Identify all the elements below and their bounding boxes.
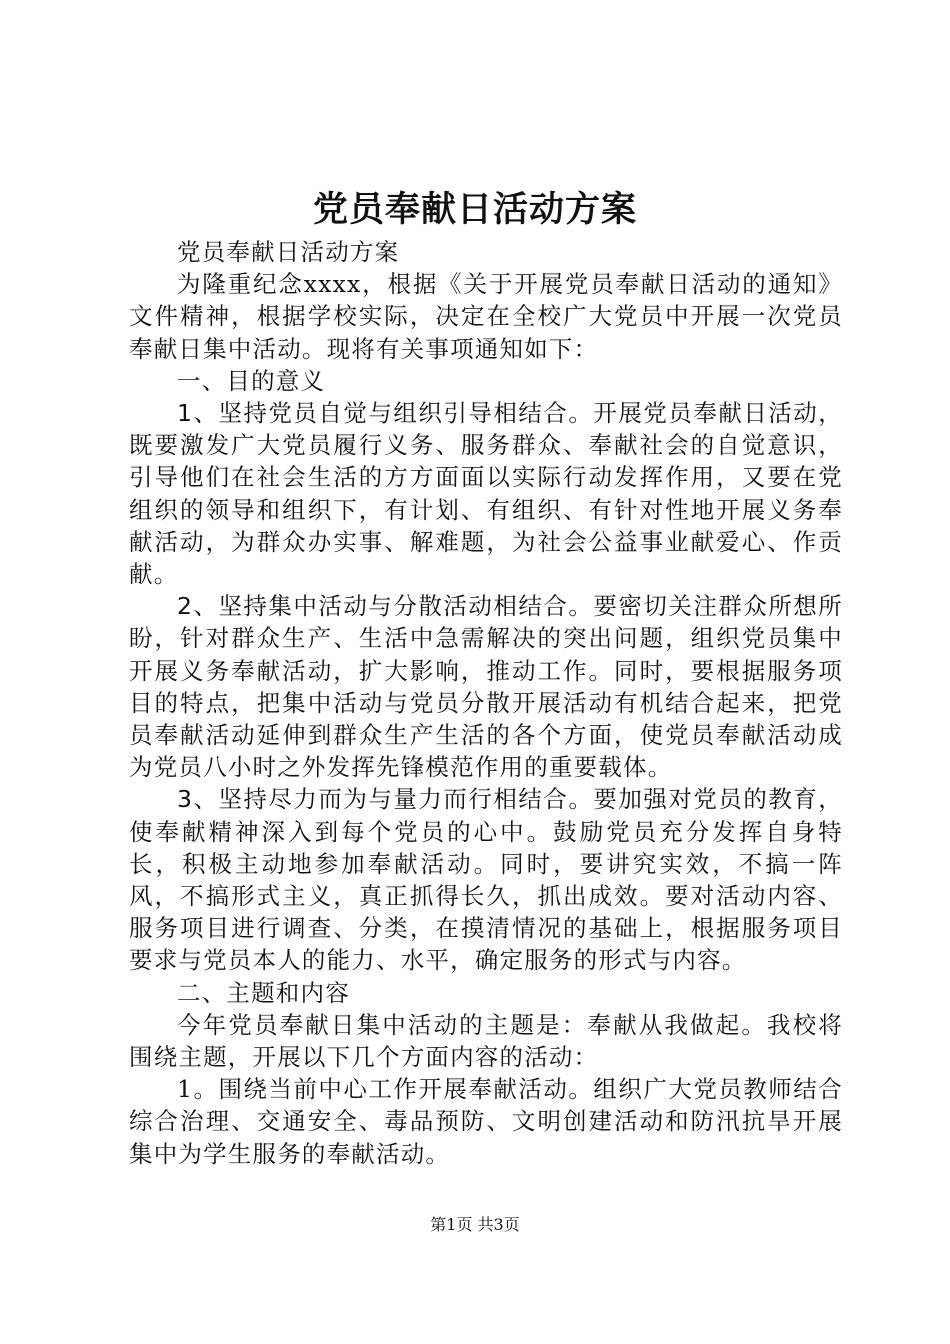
point-text: 要加强对党员的教育，使奉献精神深入到每个党员的心中。鼓励党员充分发挥自身特长，积极主动地参加奉献活动。同时，要讲究实效，不搞一阵风，不搞形式主义，真正抓得长久，抓出成效。要对活动内容、服务项目进行调查、分类，在摸清情况的基础上，根据服务项目要求与党员本人的能力、水平，确定服务的形式与内容。 xyxy=(129,785,844,975)
document-body xyxy=(129,236,843,1170)
page-title: 党员奉献日活动方案 xyxy=(312,189,637,230)
point-lead: 3、坚持尽力而为与量力而行相结合。 xyxy=(177,785,594,814)
paragraph-point-1 xyxy=(129,397,843,590)
paragraph-point-3 xyxy=(129,783,843,976)
point-lead: 1、坚持党员自觉与组织引导相结合。 xyxy=(177,399,594,428)
paragraph-subtitle: 党员奉献日活动方案 xyxy=(177,238,400,266)
paragraph-point-2 xyxy=(129,590,843,783)
paragraph-intro: 为隆重纪念xxxx，根据《关于开展党员奉献日活动的通知》文件精神，根据学校实际，决定在全校广大党员中开展一次党员奉献日集中活动。现将有关事项通知如下： xyxy=(129,270,843,363)
section-heading-purpose: 一、目的意义 xyxy=(177,366,326,395)
paragraph-activity-1: 1。围绕当前中心工作开展奉献活动。组织广大党员教师结合综合治理、交通安全、毒品预防、文明创建活动和防汛抗旱开展集中为学生服务的奉献活动。 xyxy=(129,1075,843,1168)
paragraph-theme: 今年党员奉献日集中活动的主题是：奉献从我做起。我校将围绕主题，开展以下几个方面内容的活动： xyxy=(129,1010,843,1072)
point-text: 要密切关注群众所想所盼，针对群众生产、生活中急需解决的突出问题，组织党员集中开展义务奉献活动，扩大影响，推动工作。同时，要根据服务项目的特点，把集中活动与党员分散开展活动有机结合起来，把党员奉献活动延伸到群众生产生活的各个方面，使党员奉献活动成为党员八小时之外发挥先锋模范作用的重要载体。 xyxy=(129,592,844,782)
section-heading-theme: 二、主题和内容 xyxy=(177,978,350,1007)
point-lead: 2、坚持集中活动与分散活动相结合。 xyxy=(177,592,594,621)
page-footer: 第1页 共3页 xyxy=(430,1215,520,1234)
point-text: 开展党员奉献日活动，既要激发广大党员履行义务、服务群众、奉献社会的自觉意识，引导他们在社会生活的方方面面以实际行动发挥作用，又要在党组织的领导和组织下，有计划、有组织、有针对性地开展义务奉献活动，为群众办实事、解难题，为社会公益事业献爱心、作贡献。 xyxy=(129,399,844,589)
